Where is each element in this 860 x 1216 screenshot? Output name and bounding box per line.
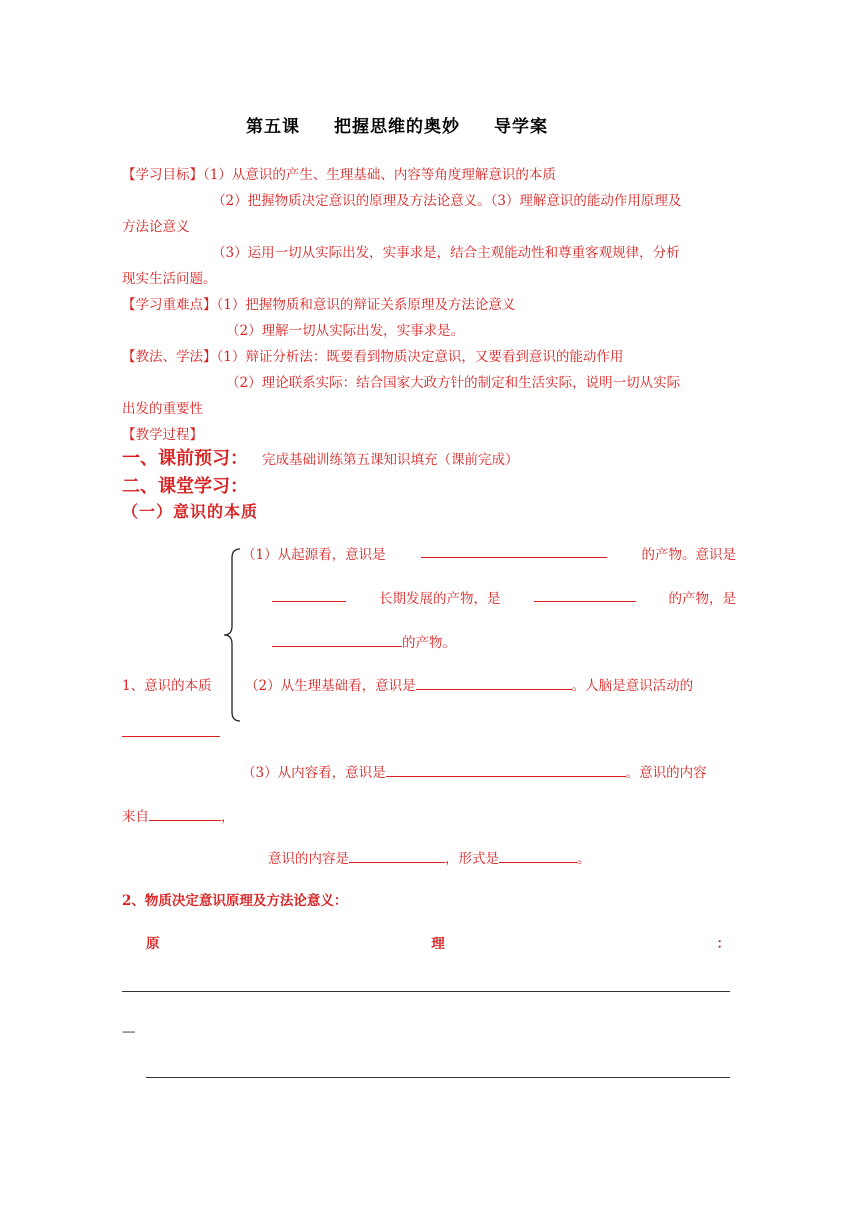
origin-text-3: 长期发展的产物，是 [379,591,501,607]
process-label: 【教学过程】 [122,427,203,443]
origin-row-2 [272,587,736,607]
methods-label: 【教法、学法】 [122,349,217,365]
keypoints-row-1 [122,293,515,313]
origin-blank-1[interactable] [421,543,607,558]
methods-row-1 [122,345,623,365]
principle-char-1: 原 [146,936,160,952]
keypoints-item-1: （1）把握物质和意识的辩证关系原理及方法论意义 [216,297,516,313]
form-text-3: 。 [577,851,591,867]
content-row-2 [122,805,235,825]
section-class-heading: 二、课堂学习： [122,476,248,497]
content-text-3: 来自 [122,809,149,825]
principle-row [146,932,730,952]
answer-dash: — [122,1024,136,1040]
origin-row-1 [242,543,736,563]
keypoints-label: 【学习重难点】 [122,297,217,313]
content-blank-2[interactable] [149,806,221,821]
subsection-heading: （一）意识的本质 [122,502,259,521]
principle-colon: ： [716,936,730,952]
goals-item-1: （1）从意识的产生、生理基础、内容等角度理解意识的本质 [203,167,556,183]
physio-organ-blank[interactable] [122,722,220,737]
content-text-2: 。意识的内容 [625,765,707,781]
goals-row-1 [122,163,556,183]
content-row-1 [242,761,707,781]
content-text-4: ， [221,809,235,825]
origin-row-3 [272,631,456,651]
physio-text-2: 。人脑是意识活动的 [571,678,694,694]
goals-item-3b: 现实生活问题。 [122,271,217,287]
origin-blank-2[interactable] [272,587,346,602]
form-blank-2[interactable] [499,848,577,863]
physio-row [245,674,693,694]
goals-label: 【学习目标】 [122,167,203,183]
methods-item-1: （1）辩证分析法：既要看到物质决定意识，又要看到意识的能动作用 [216,349,624,365]
curly-brace-icon [222,548,242,722]
origin-blank-3[interactable] [534,587,636,602]
form-text-2: ，形式是 [445,851,499,867]
answer-line-2[interactable] [146,1077,730,1078]
section-preview-note: 完成基础训练第五课知识填充（课前完成） [262,452,519,468]
content-blank-1[interactable] [386,762,626,777]
physio-blank[interactable] [416,675,572,690]
goals-item-2a: （2）把握物质决定意识的原理及方法论意义。（3）理解意识的能动作用原理及 [212,193,682,209]
lesson-kind: 导学案 [494,117,548,137]
origin-text-2: 的产物。意识是 [641,547,736,563]
section-preview-heading: 一、课前预习： [122,448,248,469]
form-row [268,847,591,867]
lesson-topic: 把握思维的奥妙 [334,117,460,137]
methods-item-2a: （2）理论联系实际：结合国家大政方针的制定和生活实际，说明一切从实际 [226,375,681,391]
essence-label: 1、意识的本质 [122,678,212,694]
origin-text-1: （1）从起源看，意识是 [242,547,386,563]
matter-heading: 2、物质决定意识原理及方法论意义： [122,893,348,909]
physio-organ-blank-row [122,722,220,741]
principle-char-2: 理 [431,936,445,952]
goals-item-2b: 方法论意义 [122,219,190,235]
lesson-number: 第五课 [246,117,300,137]
methods-item-2b: 出发的重要性 [122,401,203,417]
form-text-1: 意识的内容是 [268,851,349,867]
keypoints-item-2: （2）理解一切从实际出发，实事求是。 [226,323,465,339]
goals-item-3a: （3）运用一切从实际出发，实事求是，结合主观能动性和尊重客观规律，分析 [212,245,680,261]
section-preview [122,444,519,470]
origin-text-4: 的产物，是 [668,591,736,607]
origin-blank-4[interactable] [272,632,402,647]
form-blank-1[interactable] [349,848,445,863]
answer-line-1[interactable] [122,991,730,992]
page-title [246,112,548,137]
content-text-1: （3）从内容看，意识是 [242,765,386,781]
physio-text-1: （2）从生理基础看，意识是 [245,678,416,694]
origin-text-5: 的产物。 [402,635,456,651]
